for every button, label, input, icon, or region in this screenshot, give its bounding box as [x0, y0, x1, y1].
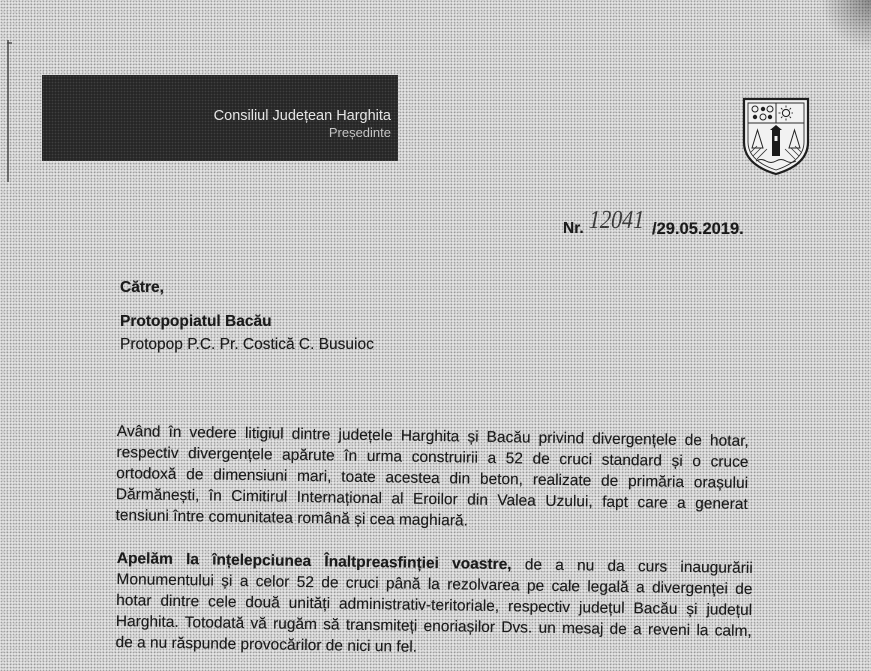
- handwritten-registration-number: 12041: [588, 205, 645, 234]
- body-paragraph-1: [115, 421, 749, 536]
- letterhead-band: [42, 75, 398, 161]
- body-paragraph-2: [115, 548, 753, 663]
- institution-name: Consiliul Județean Harghita: [213, 108, 391, 124]
- institution-role: Președinte: [328, 125, 391, 140]
- paragraph-line: Dărmănești, în Cimitirul Internațional al Eroilor din Valea Uzului, fapt care a generat: [115, 485, 748, 513]
- scan-edge-line: [7, 40, 9, 182]
- recipient-person: Protopop P.C. Pr. Costică C. Busuioc: [120, 336, 374, 353]
- registration-number-label: Nr.: [563, 220, 584, 237]
- paragraph-line: ortodoxă de dimensiuni mari, toate acestea din beton, realizate de primăria orașului: [116, 464, 749, 492]
- appeal-rest-text: de a nu da curs inaugurării: [524, 556, 753, 577]
- document-date: /29.05.2019.: [652, 220, 744, 238]
- recipient-organization: Protopopiatul Bacău: [120, 313, 272, 330]
- salutation: Către,: [120, 279, 164, 296]
- appeal-bold-text: Apelăm la înțelepciunea Înaltpreasfinției voastre,: [116, 549, 512, 574]
- paragraph-line: hotar dintre cele două unități administrativ-teritoriale, respectiv județul Bacău și județul: [116, 591, 753, 619]
- paragraph-line: Monumentului și a celor 52 de cruci până la rezolvarea pe cale legală a divergenței de: [116, 570, 753, 598]
- paragraph-line: tensiuni între comunitatea română și cea maghiară.: [115, 506, 468, 530]
- scan-edge-mark: [7, 42, 12, 44]
- paragraph-line: Harghita. Totodată vă rugăm să transmiteți enoriașilor Dvs. un mesaj de a reveni la calm,: [115, 612, 752, 640]
- coat-of-arms-icon: [741, 96, 811, 176]
- paragraph-line: respectiv divergențele apărute în urma construirii a 52 de cruci standard și o cruce: [116, 443, 749, 471]
- paragraph-line: de a nu răspunde provocărilor de nici un fel.: [115, 633, 418, 656]
- paragraph-line: Având în vedere litigiul dintre județele Harghita și Bacău privind divergențele de hotar,: [116, 422, 749, 450]
